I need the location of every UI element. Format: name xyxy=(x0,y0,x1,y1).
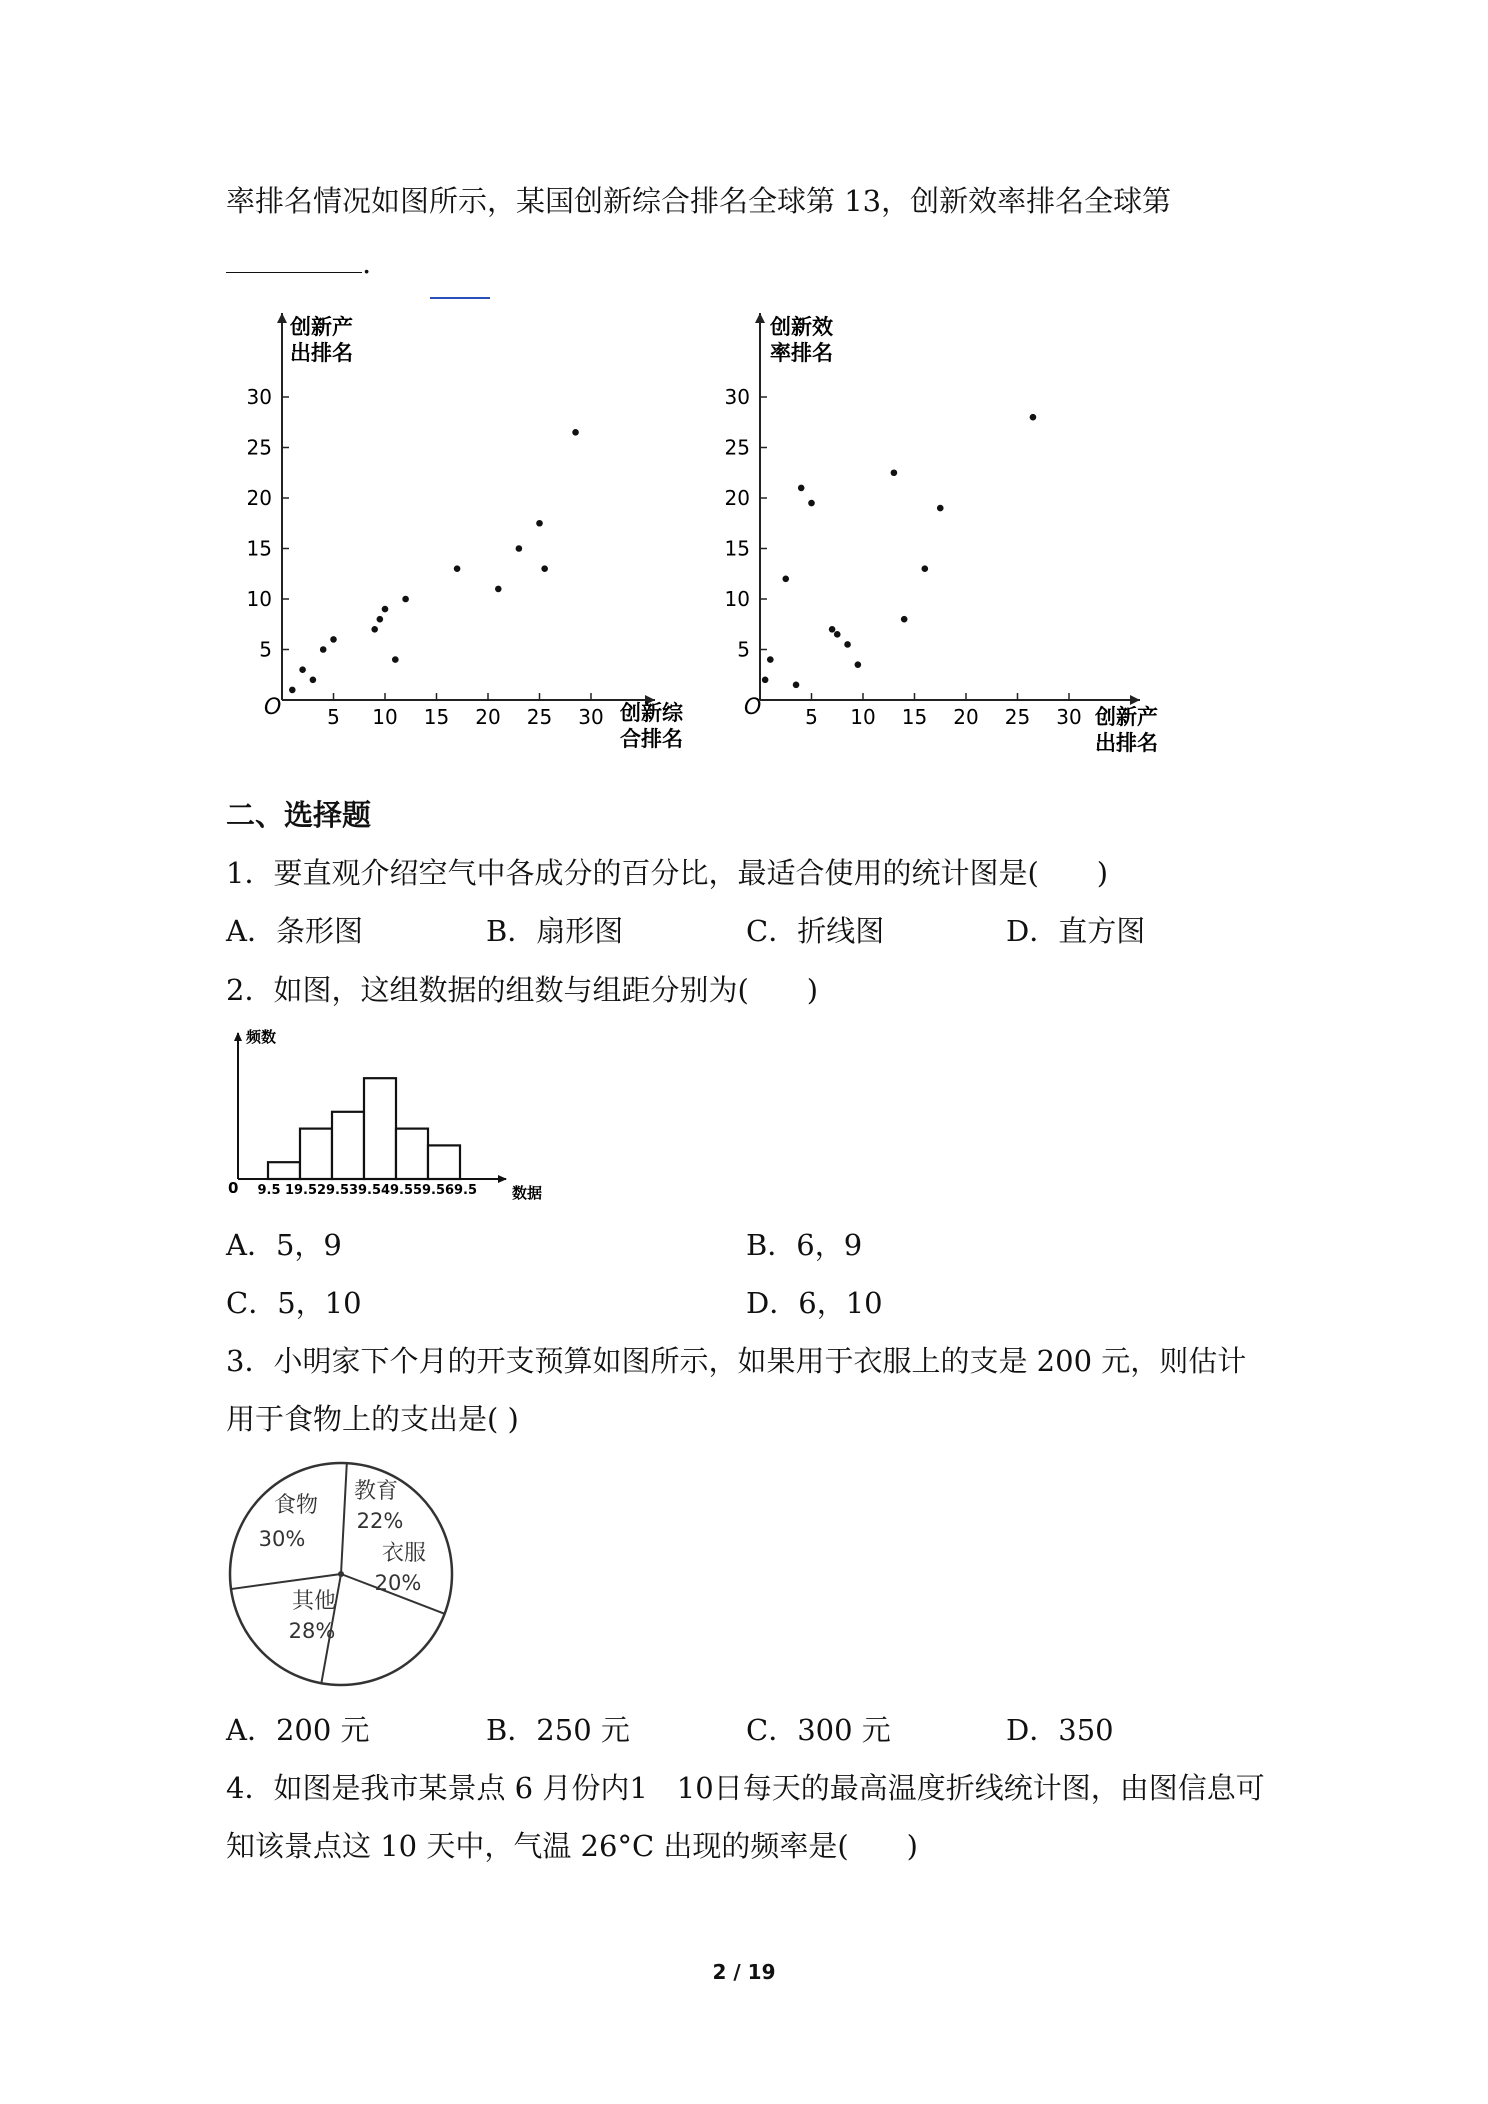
intro-period: . xyxy=(362,246,372,280)
histogram-bar xyxy=(396,1129,428,1179)
data-point xyxy=(1030,414,1037,421)
pie-slice-percent: 22% xyxy=(356,1509,404,1533)
data-point xyxy=(536,520,543,527)
q1-option-d[interactable]: D．直方图 xyxy=(1006,914,1146,948)
scatter-chart-output-vs-overall xyxy=(240,308,683,758)
pie-slice-percent: 20% xyxy=(374,1571,422,1595)
x-axis-label-line2: 合排名 xyxy=(620,727,683,751)
data-point xyxy=(454,565,461,572)
x-tick-label: 15 xyxy=(423,705,450,729)
x-tick-label: 30 xyxy=(578,705,604,729)
q3-stem-line-1: 3．小明家下个月的开支预算如图所示，如果用于衣服上的支是 200 元，则估计 xyxy=(226,1344,1247,1378)
x-tick-label: 10 xyxy=(850,705,876,729)
scatter-chart-efficiency-vs-output xyxy=(720,308,1180,758)
y-tick-label: 5 xyxy=(259,637,272,662)
y-axis-label-line1: 创新产 xyxy=(290,315,353,339)
q2-option-a[interactable]: A．5，9 xyxy=(226,1228,342,1262)
data-point xyxy=(844,641,851,648)
data-point xyxy=(922,565,929,572)
histogram-bar xyxy=(300,1129,332,1179)
histogram-y-arrow xyxy=(234,1032,242,1041)
x-tick-label: 25 xyxy=(526,705,553,729)
q1-option-a[interactable]: A．条形图 xyxy=(226,914,363,948)
x-axis-label-line1: 创新综 xyxy=(620,701,683,725)
q4-stem-line-1: 4．如图是我市某景点 6 月份内1 10日每天的最高温度折线统计图，由图信息可 xyxy=(226,1771,1265,1805)
y-tick-label: 5 xyxy=(737,637,750,662)
data-point xyxy=(289,687,296,694)
data-point xyxy=(767,656,774,663)
data-point xyxy=(829,626,836,633)
histogram-bar xyxy=(332,1112,364,1179)
data-point xyxy=(937,505,944,512)
x-tick-label: 20 xyxy=(475,705,501,729)
x-axis-arrow xyxy=(1130,695,1140,705)
histogram-bar xyxy=(364,1078,396,1179)
page-number: 2 / 19 xyxy=(712,1960,776,1984)
x-tick-label: 30 xyxy=(1056,705,1082,729)
data-point xyxy=(793,682,800,689)
y-axis-arrow xyxy=(755,313,765,323)
pie-slice-label: 其他 xyxy=(291,1589,337,1614)
intro-line-1: 率排名情况如图所示，某国创新综合排名全球第 13，创新效率排名全球第 xyxy=(226,184,1172,218)
q4-stem-line-2: 知该景点这 10 天中，气温 26°C 出现的频率是( ) xyxy=(226,1829,918,1863)
q3-option-a[interactable]: A．200 元 xyxy=(226,1713,370,1747)
histogram-tick-label: 49.5 xyxy=(380,1183,414,1198)
q3-stem-line-2: 用于食物上的支出是( ) xyxy=(226,1402,519,1436)
decorative-underline xyxy=(430,297,490,299)
q2-stem: 2．如图，这组数据的组数与组距分别为( ) xyxy=(226,973,819,1007)
data-point xyxy=(371,626,378,633)
y-tick-label: 30 xyxy=(246,385,272,409)
data-point xyxy=(782,576,789,583)
pie-slice-label: 教育 xyxy=(353,1479,399,1504)
q2-option-b[interactable]: B．6，9 xyxy=(746,1228,863,1262)
y-tick-label: 10 xyxy=(724,587,750,611)
data-point xyxy=(495,586,502,593)
pie-slice-percent: 30% xyxy=(258,1527,306,1551)
data-point xyxy=(572,429,579,436)
y-tick-label: 25 xyxy=(724,435,750,460)
data-point xyxy=(299,666,306,673)
section-title: 二、选择题 xyxy=(226,798,372,832)
q3-option-d[interactable]: D．350 xyxy=(1006,1713,1114,1747)
y-axis-arrow xyxy=(277,313,287,323)
histogram-tick-label: 39.5 xyxy=(348,1183,382,1198)
histogram-bar xyxy=(268,1162,300,1179)
y-axis-label-line2: 率排名 xyxy=(770,341,833,365)
origin-label: O xyxy=(264,695,282,720)
x-tick-label: 10 xyxy=(372,705,398,729)
data-point xyxy=(762,677,769,684)
histogram-tick-label: 69.5 xyxy=(444,1183,478,1198)
data-point xyxy=(392,656,399,663)
x-tick-label: 5 xyxy=(805,705,818,729)
y-tick-label: 20 xyxy=(724,486,750,510)
data-point xyxy=(855,661,862,668)
data-point xyxy=(834,631,841,638)
data-point xyxy=(377,616,384,623)
data-point xyxy=(402,596,409,603)
q3-option-b[interactable]: B．250 元 xyxy=(486,1713,630,1747)
data-point xyxy=(320,646,327,653)
y-axis-label-line1: 创新效 xyxy=(770,315,833,339)
data-point xyxy=(382,606,389,613)
y-tick-label: 15 xyxy=(724,536,750,561)
histogram-tick-label: 19.5 xyxy=(284,1183,318,1198)
histogram-tick-label: 59.5 xyxy=(412,1183,446,1198)
histogram-x-label: 数据 xyxy=(512,1184,543,1202)
origin-label: O xyxy=(744,695,762,720)
x-tick-label: 25 xyxy=(1004,705,1031,729)
answer-blank[interactable] xyxy=(226,244,362,273)
x-axis-label-line2: 出排名 xyxy=(1095,731,1158,755)
q3-option-c[interactable]: C．300 元 xyxy=(746,1713,891,1747)
x-tick-label: 20 xyxy=(953,705,979,729)
data-point xyxy=(310,677,317,684)
q2-option-d[interactable]: D．6，10 xyxy=(746,1286,883,1320)
pie-slice-label: 食物 xyxy=(273,1493,319,1518)
data-point xyxy=(330,636,337,643)
data-point xyxy=(891,469,898,476)
data-point xyxy=(516,545,523,552)
histogram-y-label: 频数 xyxy=(246,1028,277,1046)
y-tick-label: 25 xyxy=(246,435,272,460)
histogram xyxy=(226,1028,556,1208)
intro-line-2 xyxy=(226,243,371,283)
histogram-bar xyxy=(428,1145,460,1179)
pie-chart-budget xyxy=(226,1460,458,1692)
x-tick-label: 15 xyxy=(901,705,928,729)
y-axis-label-line2: 出排名 xyxy=(290,341,353,365)
histogram-origin: 0 xyxy=(228,1179,239,1197)
x-axis-label-line1: 创新产 xyxy=(1095,705,1158,729)
pie-center xyxy=(338,1571,344,1577)
data-point xyxy=(808,500,815,507)
y-tick-label: 10 xyxy=(246,587,272,611)
data-point xyxy=(798,485,805,492)
histogram-x-arrow xyxy=(498,1175,507,1183)
y-tick-label: 15 xyxy=(246,536,272,561)
data-point xyxy=(901,616,908,623)
y-tick-label: 20 xyxy=(246,486,272,510)
histogram-tick-label: 9.5 xyxy=(257,1183,281,1198)
q1-option-b[interactable]: B．扇形图 xyxy=(486,914,624,948)
pie-slice-label: 衣服 xyxy=(381,1541,427,1566)
y-tick-label: 30 xyxy=(724,385,750,409)
q2-option-c[interactable]: C．5，10 xyxy=(226,1286,362,1320)
pie-slice-percent: 28% xyxy=(288,1619,336,1643)
q1-stem: 1．要直观介绍空气中各成分的百分比，最适合使用的统计图是( ) xyxy=(226,856,1109,890)
histogram-tick-label: 29.5 xyxy=(316,1183,350,1198)
x-tick-label: 5 xyxy=(327,705,340,729)
data-point xyxy=(541,565,548,572)
q1-option-c[interactable]: C．折线图 xyxy=(746,914,885,948)
